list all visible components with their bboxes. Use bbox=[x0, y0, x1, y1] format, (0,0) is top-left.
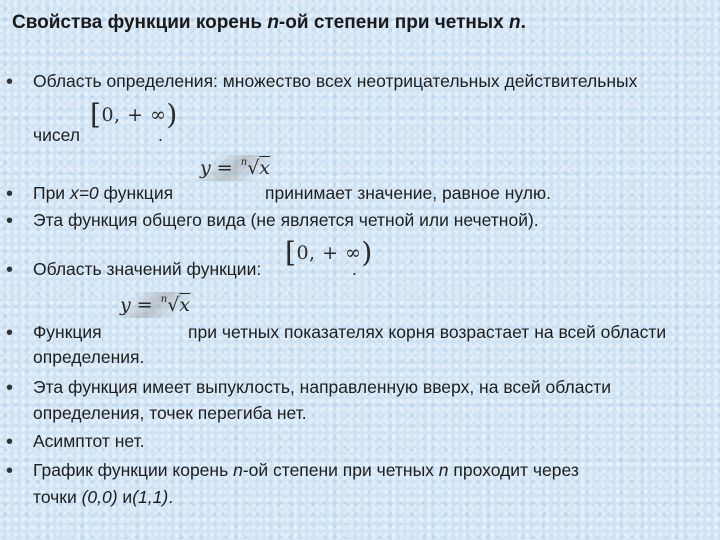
bullet-marker: • bbox=[6, 259, 14, 281]
increasing-text-line2: определения. bbox=[33, 347, 145, 367]
period: . bbox=[158, 125, 163, 145]
range-text: Область значений функции: bbox=[33, 259, 262, 279]
convexity-text-line1: Эта функция имеет выпуклость, направленную вверх, на всей области bbox=[33, 377, 611, 397]
increasing-text-line1: при четных показателях корня возрастает на всей области bbox=[188, 322, 667, 342]
general-form-text: Эта функция общего вида (не является четной или нечетной). bbox=[33, 210, 539, 230]
zero-value-text-end: принимает значение, равное нулю. bbox=[265, 183, 551, 203]
function-label: Функция bbox=[33, 322, 102, 342]
bullet-marker: • bbox=[6, 183, 14, 205]
period: . bbox=[352, 259, 357, 279]
bullet-marker: • bbox=[6, 210, 14, 232]
root-formula: y = $^n$√x bbox=[196, 155, 274, 181]
interval-formula: [0, + ∞) bbox=[285, 236, 373, 269]
slide-title: Свойства функции корень n-ой степени при четных n. bbox=[12, 12, 526, 33]
graph-text-line2: точки (0,0) и(1,1). bbox=[33, 487, 174, 507]
zero-value-text: При x=0 функция bbox=[33, 183, 174, 203]
bullet-marker: • bbox=[6, 322, 14, 344]
graph-text-line1: График функции корень n-ой степени при четных n проходит через bbox=[33, 460, 579, 480]
convexity-text-line2: определения, точек перегиба нет. bbox=[33, 403, 307, 423]
domain-text-line2: чисел bbox=[33, 125, 81, 145]
asymptote-text: Асимптот нет. bbox=[33, 431, 145, 451]
bullet-marker: • bbox=[6, 377, 14, 399]
root-formula: y = $^n$√x bbox=[116, 292, 194, 318]
interval-formula: [0, + ∞) bbox=[90, 98, 178, 131]
bullet-marker: • bbox=[6, 431, 14, 453]
bullet-marker: • bbox=[6, 460, 14, 482]
bullet-marker: • bbox=[6, 71, 14, 93]
domain-text-line1: Область определения: множество всех неотрицательных действительных bbox=[33, 71, 638, 91]
